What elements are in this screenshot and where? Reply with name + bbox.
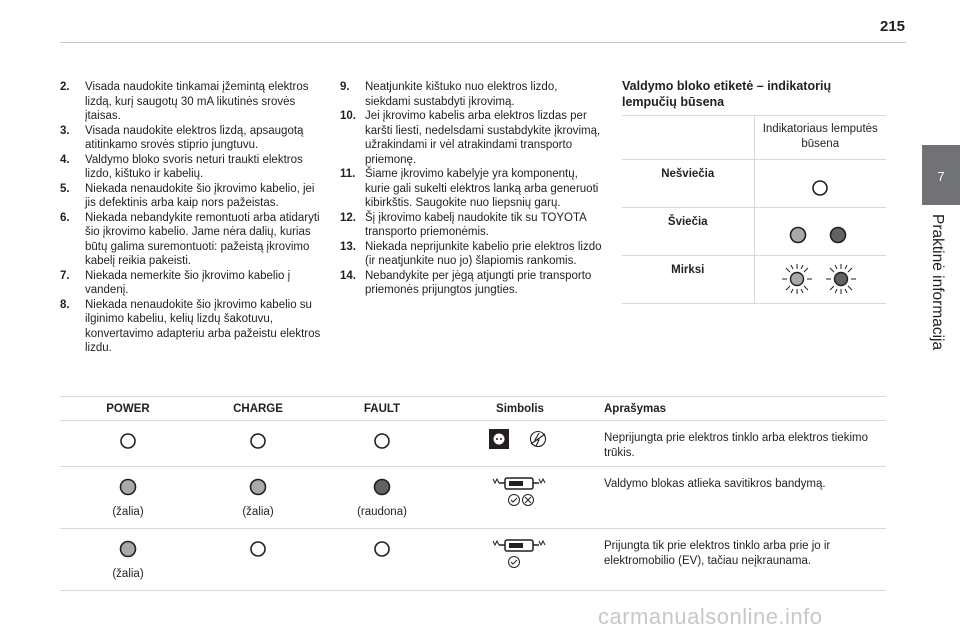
lamp-green-on-icon [118, 477, 138, 497]
row-description: Neprijungta prie elektros tinklo arba elektros tiekimo trūkis. [596, 421, 886, 467]
lamp-off-icon [248, 539, 268, 559]
lamp-off-icon [810, 178, 830, 198]
lamp-red-blink-icon [826, 264, 856, 294]
list-item: 14. Nebandykite per jėgą atjungti prie transporto priemonės prijungtos jungties. [340, 269, 592, 296]
lamp-off-icon [372, 539, 392, 559]
watermark: carmanualsonline.info [598, 604, 823, 629]
precautions-list-middle [340, 80, 602, 298]
control-box-self-test-icon [485, 475, 555, 509]
lamp-off-icon [118, 431, 138, 451]
lamp-off-icon [372, 431, 392, 451]
plug-no-power-icon [485, 427, 555, 453]
col-header-symbol: Simbolis [444, 397, 596, 421]
list-item: 10. Jei įkrovimo kabelis arba elektros lizdas per karšti liesti, nedelsdami sustabdykite įkrovimą, užrakindami ir vėl atrakindami transporto priemonę. [340, 110, 601, 166]
chapter-title: Praktinė informacija [929, 214, 946, 351]
chapter-tab[interactable]: 7 [922, 145, 960, 205]
table-row: (žalia) Prijungta tik prie elektros tinklo arba prie jo ir elektromobilio (EV), tačiau neįkraunama. [60, 529, 886, 591]
list-item: 5. Niekada nenaudokite šio įkrovimo kabelio, jei jis defektinis arba kaip nors pažeistas. [60, 182, 315, 209]
header-rule [60, 42, 906, 43]
list-item: 6. Niekada nebandykite remontuoti arba atidaryti šio įkrovimo kabelio. Jame nėra dalių, kurias būtų galima suremontuoti: pažeistą įkrovimo kabelį reikia pakeisti. [60, 211, 320, 267]
row-description: Valdymo blokas atlieka savitikros bandymą. [596, 467, 886, 529]
lamp-green-on-icon [118, 539, 138, 559]
list-item: 13. Niekada neprijunkite kabelio prie elektros lizdo (ir neatjunkite nuo jo) šlapiomis rankomis. [340, 240, 602, 267]
table-row: (žalia) (žalia) (raudona) Valdymo blokas atlieka savitikros bandymą. [60, 467, 886, 529]
lamp-on-icons [780, 224, 860, 246]
lamp-blink-icons [775, 262, 865, 296]
list-item: 7. Niekada nemerkite šio įkrovimo kabelio į vandenį. [60, 269, 291, 296]
col-header-charge: CHARGE [196, 397, 320, 421]
indicator-table [60, 396, 886, 591]
list-item: 8. Niekada nenaudokite šio įkrovimo kabelio su ilginimo kabeliu, kelių lizdų šakotuvu, konvertavimo adapteriu arba pažeistu elektros lizdu. [60, 298, 321, 354]
col-header-power: POWER [60, 397, 196, 421]
lamp-red-on-icon [831, 228, 846, 243]
lamp-off-icon [248, 431, 268, 451]
list-item: 11. Šiame įkrovimo kabelyje yra komponentų, kurie gali sukelti elektros lanką arba generuoti kibirkštis. Saugokite nuo liepsnių garų. [340, 168, 599, 209]
col-header-fault: FAULT [320, 397, 444, 421]
table-row [60, 421, 886, 467]
lamp-green-blink-icon [782, 264, 812, 294]
lamp-green-on-icon [248, 477, 268, 497]
status-header: Indikatoriaus lemputės būsena [754, 116, 886, 160]
status-label-blink: Mirksi [622, 256, 754, 304]
list-item: 12. Šį įkrovimo kabelį naudokite tik su TOYOTA transporto priemonėmis. [340, 211, 587, 238]
row-description: Prijungta tik prie elektros tinklo arba prie jo ir elektromobilio (EV), tačiau neįkraunama. [596, 529, 886, 591]
lamp-red-on-icon [372, 477, 392, 497]
status-section-title: Valdymo bloko etiketė – indikatorių lempučių būsena [622, 79, 832, 109]
status-label-on: Šviečia [622, 208, 754, 256]
list-item: 9. Neatjunkite kištuko nuo elektros lizdo, siekdami sustabdyti įkrovimą. [340, 81, 558, 108]
lamp-green-on-icon [791, 228, 806, 243]
status-label-off: Nešviečia [622, 160, 754, 208]
lamp-status-table [622, 115, 886, 304]
col-header-description: Aprašymas [596, 397, 886, 421]
precautions-list-left [60, 80, 322, 356]
page-number: 215 [880, 18, 906, 35]
list-item: 2. Visada naudokite tinkamai įžemintą elektros lizdą, kurį saugotų 30 mA likutinės srovės įtaisas. [60, 81, 309, 122]
list-item: 3. Visada naudokite elektros lizdą, apsaugotą atitinkamo srovės stiprio jungtuvu. [60, 124, 304, 151]
list-item: 4. Valdymo bloko svoris neturi traukti elektros lizdo, kištuko ir kabelių. [60, 153, 303, 180]
control-box-connected-icon [485, 537, 555, 571]
